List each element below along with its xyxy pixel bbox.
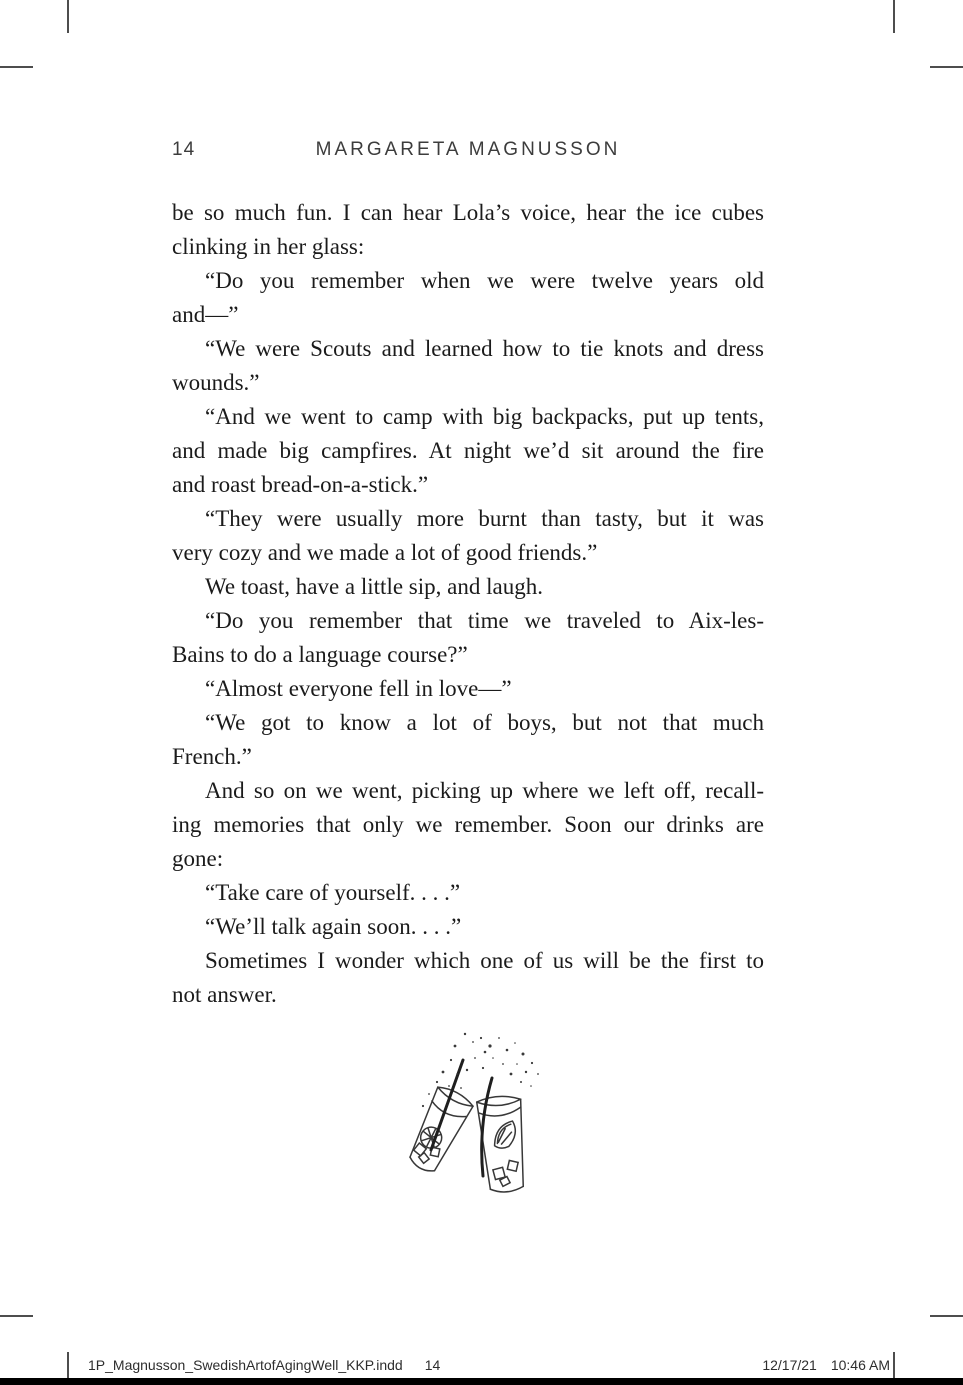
slug-date: 12/17/21 <box>762 1357 817 1373</box>
running-header-title: MARGARETA MAGNUSSON <box>315 139 621 160</box>
text-line: gone: <box>172 846 224 871</box>
crop-mark-top-right-vertical <box>893 0 895 33</box>
text-line: very cozy and we made a lot of good friends.” <box>172 540 598 565</box>
page-number: 14 <box>172 139 196 160</box>
text-line: “Do you remember when we were twelve years old <box>205 268 764 293</box>
text-line: “We got to know a lot of boys, but not that much <box>205 710 764 735</box>
text-line: We toast, have a little sip, and laugh. <box>205 574 543 599</box>
text-line: “We’ll talk again soon. . . .” <box>205 914 462 939</box>
crop-mark-bottom-left-vertical <box>67 1352 69 1378</box>
text-line: and made big campfires. At night we’d sit around the fire <box>172 438 764 463</box>
text-line: “They were usually more burnt than tasty, but it was <box>205 506 764 531</box>
text-line: And so on we went, picking up where we left off, recall- <box>205 778 764 803</box>
text-line: “And we went to camp with big backpacks, put up tents, <box>205 404 764 429</box>
crop-mark-bottom-left-horizontal <box>0 1315 33 1317</box>
crop-mark-top-right-horizontal <box>930 66 963 68</box>
crop-mark-bottom-right-vertical <box>893 1352 895 1378</box>
slug-filename-group <box>88 1357 440 1373</box>
text-line: Sometimes I wonder which one of us will be the first to <box>205 948 764 973</box>
text-line: Bains to do a language course?” <box>172 642 468 667</box>
slug-time: 10:46 AM <box>830 1357 890 1373</box>
text-line: “Take care of yourself. . . .” <box>205 880 461 905</box>
text-line: and roast bread-on-a-stick.” <box>172 472 429 497</box>
crop-mark-top-left-horizontal <box>0 66 33 68</box>
crop-mark-bottom-right-horizontal <box>930 1315 963 1317</box>
text-line: ing memories that only we remember. Soon our drinks are <box>172 812 764 837</box>
text-line: clinking in her glass: <box>172 234 365 259</box>
text-line: French.” <box>172 744 252 769</box>
text-line: be so much fun. I can hear Lola’s voice, hear the ice cubes <box>172 200 764 225</box>
slug-filename: 1P_Magnusson_SwedishArtofAgingWell_KKP.indd <box>88 1357 403 1373</box>
text-line: “We were Scouts and learned how to tie knots and dress <box>205 336 764 361</box>
text-line: “Almost everyone fell in love—” <box>205 676 512 701</box>
scan-edge-bar <box>0 1378 963 1385</box>
text-line: “Do you remember that time we traveled to Aix-les- <box>205 608 764 633</box>
running-header <box>172 139 764 163</box>
slug-page-number: 14 <box>424 1357 441 1373</box>
text-line: and—” <box>172 302 239 327</box>
text-line: wounds.” <box>172 370 260 395</box>
print-slug <box>88 1355 890 1375</box>
clinking-glasses-illustration <box>395 1030 547 1208</box>
body-text <box>172 196 764 1012</box>
text-line: not answer. <box>172 982 277 1007</box>
crop-mark-top-left-vertical <box>67 0 69 33</box>
slug-datetime-group <box>762 1357 890 1373</box>
